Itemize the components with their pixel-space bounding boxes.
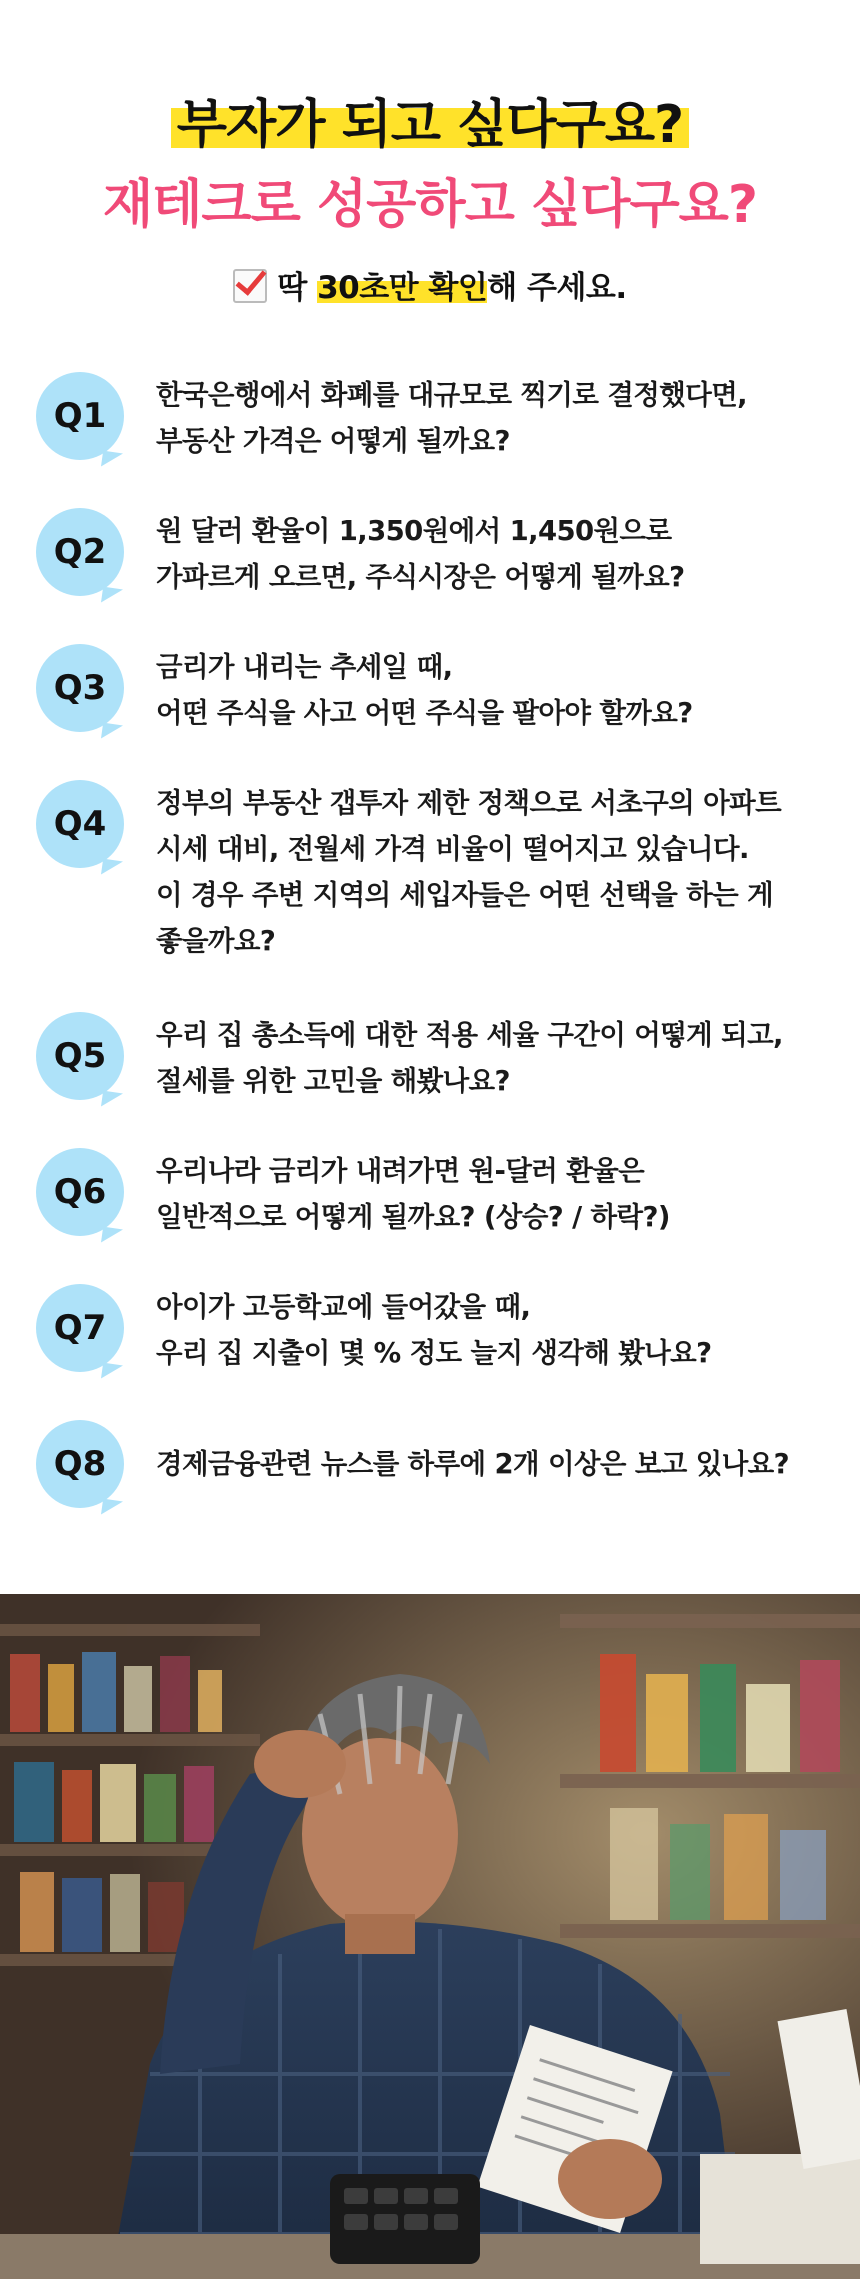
worried-man-photo xyxy=(0,1594,860,2279)
q7-text: 아이가 고등학교에 들어갔을 때, 우리 집 지출이 몇 % 정도 늘지 생각해 봤나요? xyxy=(156,1291,712,1369)
q1-speech-bubble-icon: Q1 xyxy=(36,372,124,460)
q5-speech-bubble-icon: Q5 xyxy=(36,1012,124,1100)
q3-speech-bubble-icon: Q3 xyxy=(36,644,124,732)
q7-speech-bubble-icon: Q7 xyxy=(36,1284,124,1372)
q4-text: 정부의 부동산 갭투자 제한 정책으로 서초구의 아파트 시세 대비, 전월세 가격 비율이 떨어지고 있습니다. 이 경우 주변 지역의 세입자들은 어떤 선택을 하는 게 좋을까요? xyxy=(156,787,782,957)
q6-speech-bubble-icon: Q6 xyxy=(36,1148,124,1236)
q6-text: 우리나라 금리가 내려가면 원-달러 환율은 일반적으로 어떻게 될까요? (상승? / 하락?) xyxy=(156,1155,670,1233)
headline-line1: 부자가 되고 싶다구요? xyxy=(0,82,860,157)
q3-text: 금리가 내리는 추세일 때, 어떤 주식을 사고 어떤 주식을 팔아야 할까요? xyxy=(156,651,693,729)
q2-speech-bubble-icon: Q2 xyxy=(36,508,124,596)
q1-text: 한국은행에서 화폐를 대규모로 찍기로 결정했다면, 부동산 가격은 어떻게 될까요? xyxy=(156,379,748,457)
q5-text: 우리 집 총소득에 대한 적용 세율 구간이 어떻게 되고, 절세를 위한 고민을 해봤나요? xyxy=(156,1019,783,1097)
subtitle-highlight: 30초만 확인 xyxy=(317,270,488,306)
checkbox-checked-icon xyxy=(233,269,267,303)
headline-line2: 재테크로 성공하고 싶다구요? xyxy=(102,175,758,235)
q2-text: 원 달러 환율이 1,350원에서 1,450원으로 가파르게 오르면, 주식시장은 어떻게 될까요? xyxy=(156,515,685,593)
subtitle: 딱 30초만 확인해 주세요. xyxy=(0,262,860,307)
q8-text: 경제금융관련 뉴스를 하루에 2개 이상은 보고 있나요? xyxy=(156,1448,789,1480)
q4-speech-bubble-icon: Q4 xyxy=(36,780,124,868)
photo-illustration xyxy=(0,1594,860,2279)
q8-speech-bubble-icon: Q8 xyxy=(36,1420,124,1508)
